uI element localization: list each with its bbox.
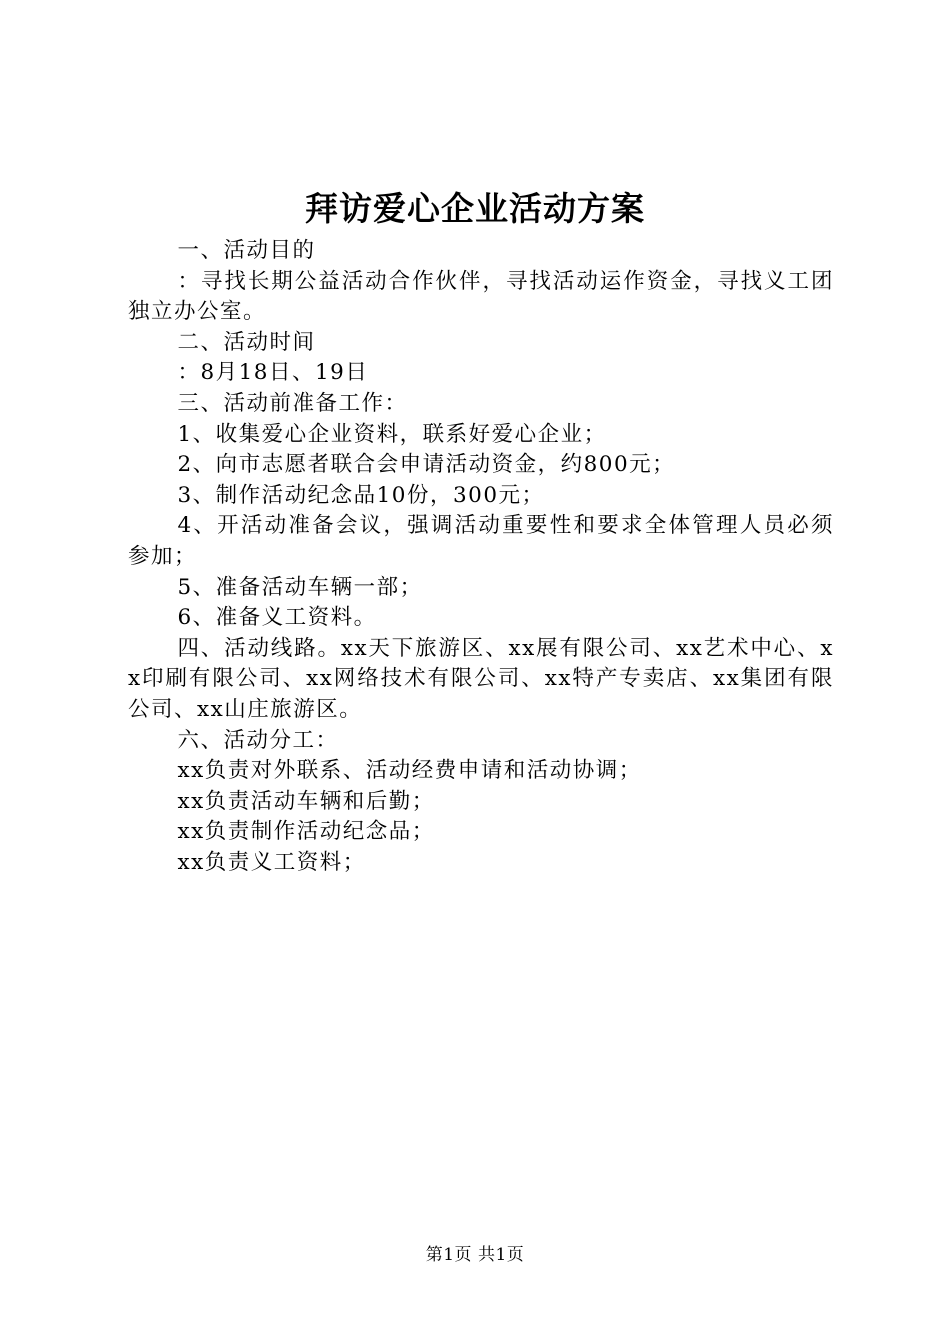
paragraph: xx负责义工资料； — [177, 849, 366, 875]
paragraph: 一、活动目的 — [177, 238, 316, 263]
paragraph: 三、活动前准备工作： — [177, 390, 408, 416]
paragraph: xx负责制作活动纪念品； — [177, 819, 435, 845]
paragraph: 二、活动时间 — [177, 329, 316, 355]
paragraph: 3、制作活动纪念品10份，300元； — [177, 482, 545, 508]
page-title: 拜访爱心企业活动方案 — [305, 189, 645, 228]
page-footer: 第1页 共1页 — [425, 1245, 525, 1265]
paragraph: xx负责对外联系、活动经费申请和活动协调； — [177, 758, 642, 784]
paragraph: 6、准备义工资料。 — [177, 605, 377, 631]
paragraph: ：8月18日、19日 — [177, 360, 369, 386]
paragraph: 2、向市志愿者联合会申请活动资金，约800元； — [177, 452, 676, 478]
paragraph: 5、准备活动车辆一部； — [177, 574, 423, 600]
paragraph: ：寻找长期公益活动合作伙伴，寻找活动运作资金，寻找义工团独立办公室。 — [128, 268, 834, 325]
paragraph: 六、活动分工： — [177, 727, 339, 753]
document-body — [128, 236, 834, 878]
paragraph: xx负责活动车辆和后勤； — [177, 788, 435, 814]
paragraph: 1、收集爱心企业资料，联系好爱心企业； — [177, 421, 607, 447]
paragraph: 4、开活动准备会议，强调活动重要性和要求全体管理人员必须参加； — [128, 513, 834, 569]
paragraph: 四、活动线路。xx天下旅游区、xx展有限公司、xx艺术中心、xx印刷有限公司、xx网络技术有限公司、xx特产专卖店、xx集团有限公司、xx山庄旅游区。 — [128, 635, 834, 722]
